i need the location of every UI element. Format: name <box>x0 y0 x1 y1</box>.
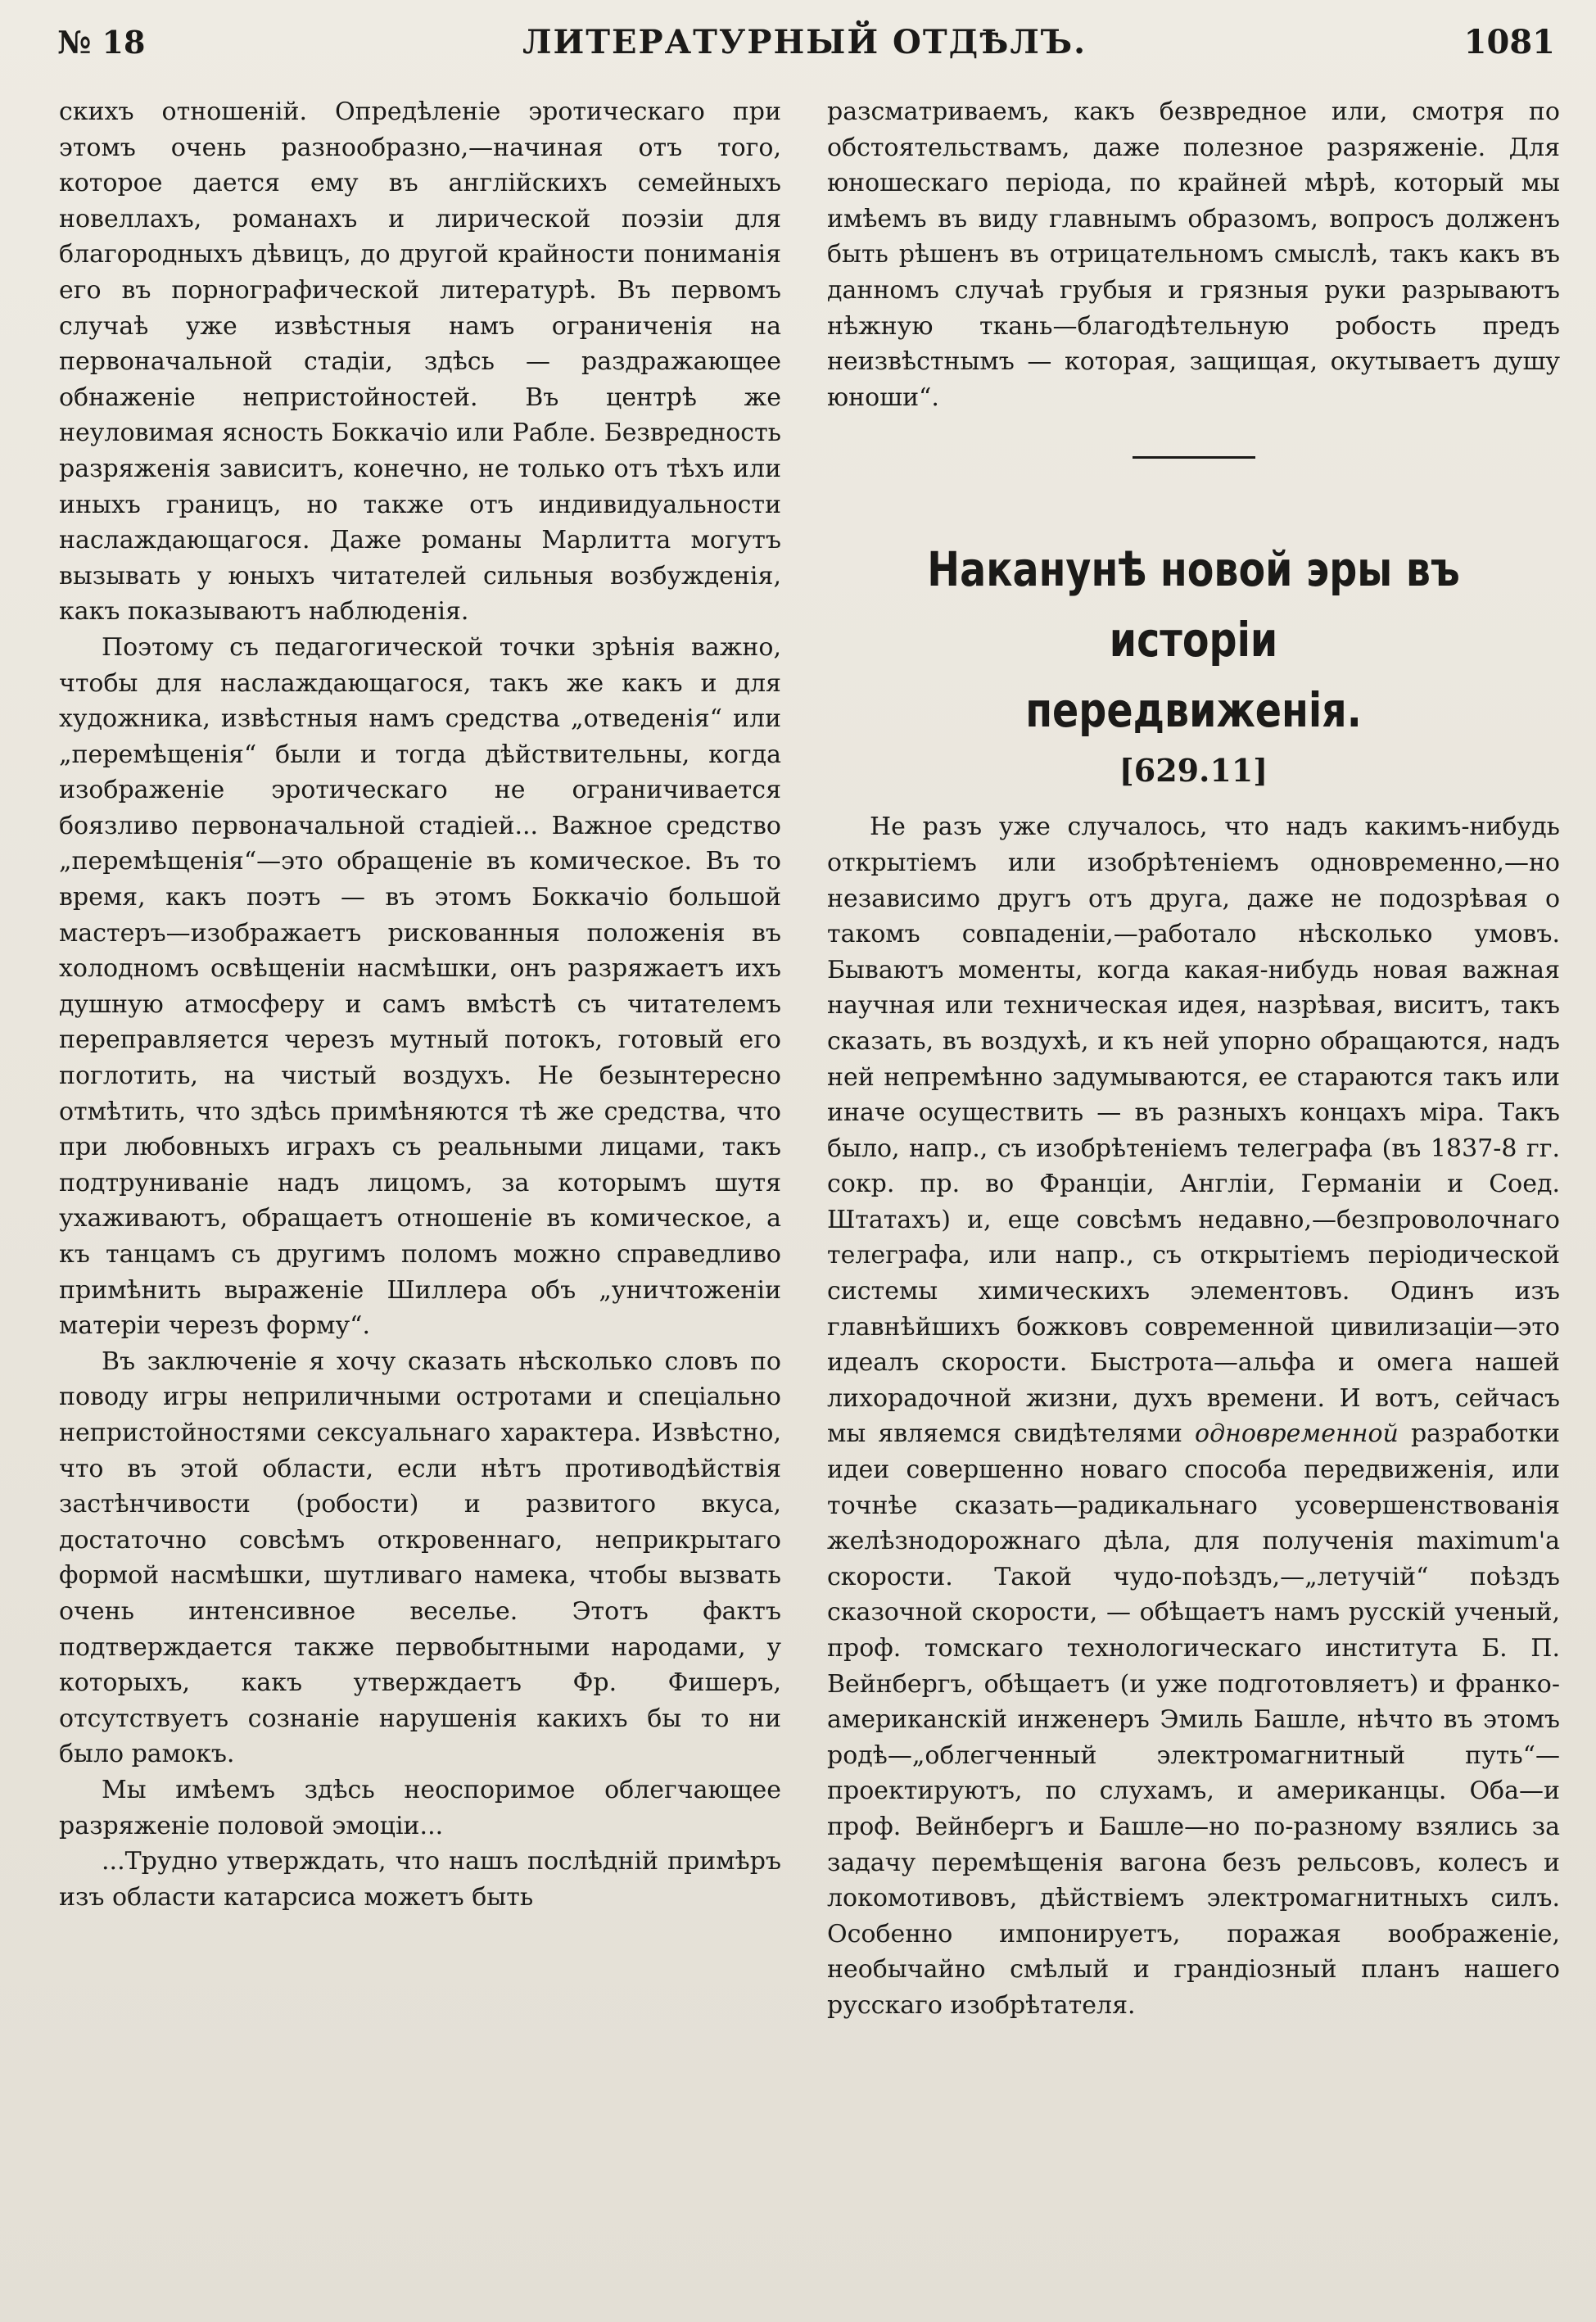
running-head <box>57 23 1555 72</box>
section-title: ЛИТЕРАТУРНЫЙ ОТДѢЛЪ. <box>522 23 1087 61</box>
page-number: 1081 <box>1463 23 1555 61</box>
paragraph-text: разработки идеи совершенно новаго способа передвиженія, или точнѣе сказать—радикальнаго усовершенствованія желѣзнодорожнаго дѣла, для полученія maximum'а скорости. Такой чудо-поѣздъ,—„летучій“ поѣздъ сказочной скорости, — обѣщаетъ намъ русскій ученый, проф. томскаго технологическаго института Б. П. Вейнбергъ, обѣщаетъ (и уже подготовляетъ) и франко-американскій инженеръ Эмиль Башле, нѣчто въ этомъ родѣ—„облегченный электромагнитный путь“—проектируютъ, по слухамъ, и американцы. Оба—и проф. Вейнбергъ и Башле—но по-разному взялись за задачу перемѣщенія вагона безъ рельсовъ, колесъ и локомотивовъ, дѣйствіемъ электромагнитныхъ силъ. Особенно импонируетъ, поражая воображеніе, необычайно смѣлый и грандіозный планъ нашего русскаго изобрѣтателя. <box>827 1419 1560 2020</box>
section-divider <box>1133 456 1255 459</box>
article-title <box>893 534 1494 745</box>
paragraph: Въ заключеніе я хочу сказать нѣсколько словъ по поводу игры неприличными остротами и спеціально непристойностями сексуальнаго характера. Извѣстно, что въ этой области, если нѣтъ противодѣйствія застѣнчивости (робости) и развитого вкуса, достаточно совсѣмъ откровеннаго, неприкрытаго формой насмѣшки, шутливаго намека, чтобы вызвать очень интенсивное веселье. Этотъ фактъ подтверждается также первобытными народами, у которыхъ, какъ утверждаетъ Фр. Фишеръ, отсутствуетъ сознаніе нарушенія какихъ бы то ни было рамокъ. <box>59 1347 781 1769</box>
paragraph: скихъ отношеній. Опредѣленіе эротическаго при этомъ очень разнообразно,—начиная отъ того, которое дается ему въ англійскихъ семейныхъ новеллахъ, романахъ и лирической поэзіи для благородныхъ дѣвицъ, до другой крайности пониманія его въ порнографической литературѣ. Въ первомъ случаѣ уже извѣстныя намъ ограниченія на первоначальной стадіи, здѣсь — раздражающее обнаженіе непристойностей. Въ центрѣ же неуловимая ясность Боккачіо или Рабле. Безвредность разряженія зависитъ, конечно, не только отъ тѣхъ или иныхъ границъ, но также отъ индивидуальности наслаждающагося. Даже романы Марлитта могутъ вызывать у юныхъ читателей сильныя возбужденія, какъ показываютъ наблюденія. <box>59 97 781 627</box>
article-classification-code: [629.11] <box>1119 752 1268 790</box>
paragraph: разсматриваемъ, какъ безвредное или, смотря по обстоятельствамъ, даже полезное разряженіе. Для юношескаго періода, по крайней мѣрѣ, который мы имѣемъ въ виду главнымъ образомъ, вопросъ долженъ быть рѣшенъ въ отрицательномъ смыслѣ, такъ какъ въ данномъ случаѣ грубыя и грязныя руки разрываютъ нѣжную ткань—благодѣтельную робость предъ неизвѣстнымъ — которая, защищая, окутываетъ душу юноши“. <box>827 97 1560 412</box>
emphasized-word: одновременной <box>1195 1419 1399 1449</box>
paragraph-text: Не разъ уже случалось, что надъ какимъ-нибудь открытіемъ или изобрѣтеніемъ одновременно,—но независимо другъ отъ друга, даже не подозрѣвая о такомъ совпаденіи,—работало нѣсколько умовъ. Бываютъ моменты, когда какая-нибудь новая важная научная или техническая идея, назрѣвая, виситъ, такъ сказать, въ воздухѣ, и къ ней упорно обращаются, надъ ней непремѣнно задумываются, ее стараются такъ или иначе осуществить — въ разныхъ концахъ міра. Такъ было, напр., съ изобрѣтеніемъ телеграфа (въ 1837-8 гг. сокр. пр. во Франціи, Англіи, Германіи и Соед. Штатахъ) и, еще совсѣмъ недавно,—безпроволочнаго телеграфа, или напр., съ открытіемъ періодической системы химическихъ элементовъ. Одинъ изъ главнѣйшихъ божковъ современной цивилизаціи—это идеалъ скорости. Быстрота—альфа и омега нашей лихорадочной жизни, духъ времени. И вотъ, сейчасъ мы являемся свидѣтелями <box>827 812 1560 1449</box>
paragraph: Поэтому съ педагогической точки зрѣнія важно, чтобы для наслаждающагося, такъ же какъ и для художника, извѣстныя намъ средства „отведенія“ или „перемѣщенія“ были и тогда дѣйствительны, когда изображеніе эротическаго не ограничивается боязливо первоначальной стадіей... Важное средство „перемѣщенія“—это обращеніе въ комическое. Въ то время, какъ поэтъ — въ этомъ Боккачіо большой мастеръ—изображаетъ рискованныя положенія въ холодномъ освѣщеніи насмѣшки, онъ разряжаетъ ихъ душную атмосферу и самъ вмѣстѣ съ читателемъ переправляется черезъ мутный потокъ, готовый его поглотить, на чистый воздухъ. Не безынтересно отмѣтить, что здѣсь примѣняются тѣ же средства, что при любовныхъ играхъ съ реальными лицами, такъ подтруниваніе надъ лицомъ, за которымъ шутя ухаживаютъ, обращаетъ отношеніе въ комическое, а къ танцамъ съ другимъ поломъ можно справедливо примѣнить выраженіе Шиллера объ „уничтоженіи матеріи черезъ форму“. <box>59 632 781 1341</box>
paragraph: Мы имѣемъ здѣсь неоспоримое облегчающее разряженіе половой эмоціи... <box>59 1775 781 1840</box>
article-title-line: Наканунѣ новой эры въ исторіи <box>927 541 1460 668</box>
left-column <box>59 94 781 1915</box>
article-title-line: передвиженія. <box>1025 682 1362 739</box>
paragraph <box>827 809 1560 2023</box>
issue-number: № 18 <box>57 24 146 61</box>
paragraph: ...Трудно утверждать, что нашъ послѣдній примѣръ изъ области катарсиса можетъ быть <box>59 1847 781 1912</box>
right-column <box>827 94 1560 2024</box>
